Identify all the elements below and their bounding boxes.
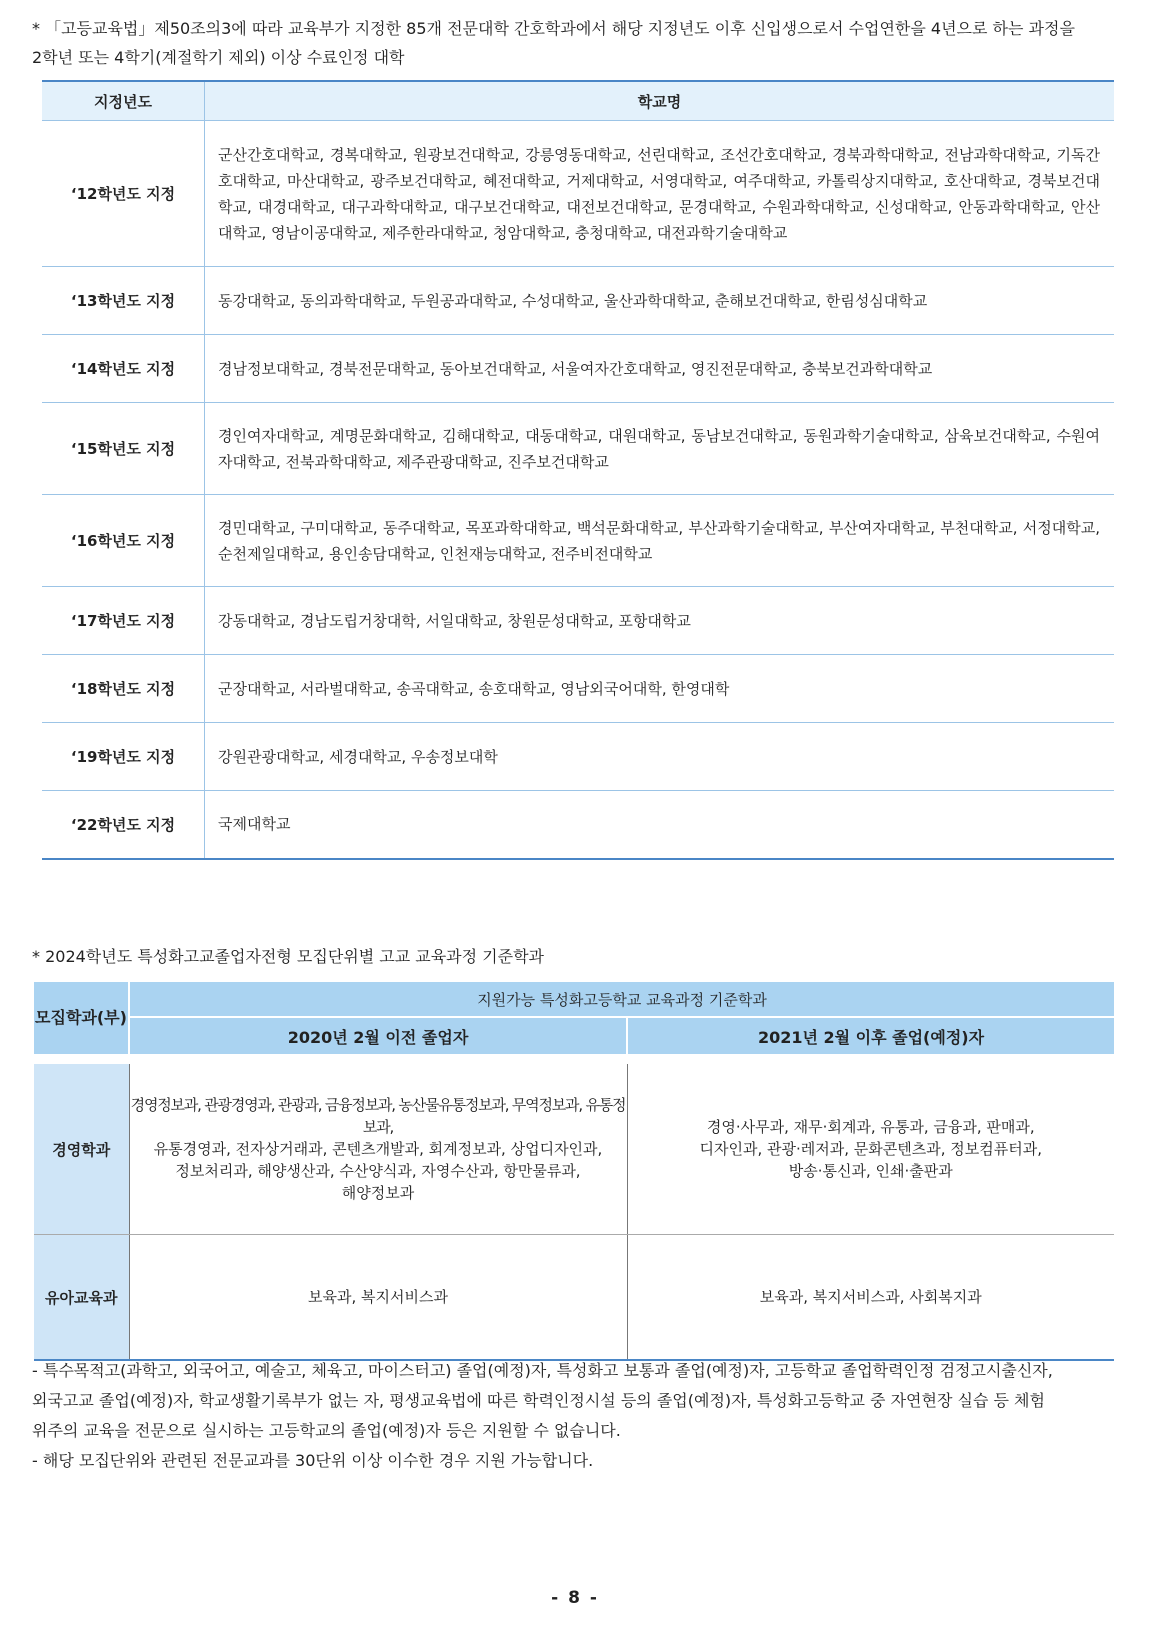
table-row <box>34 1064 1114 1235</box>
row-schools: 경민대학교, 구미대학교, 동주대학교, 목포과학대학교, 백석문화대학교, 부산과학기술대학교, 부산여자대학교, 부천대학교, 서정대학교, 순천제일대학교, 용인송담대학교, 인천재능대학교, 전주비전대학교 <box>205 495 1115 587</box>
before-2020-subjects <box>129 1235 627 1361</box>
subjects-line: 경영정보과, 관광경영과, 관광과, 금융정보과, 농산물유통정보과, 무역정보과, 유통정보과, <box>130 1096 626 1136</box>
table-row <box>42 655 1114 723</box>
note-line: 외국고교 졸업(예정)자, 학교생활기록부가 없는 자, 평생교육법에 따른 학력인정시설 등의 졸업(예정)자, 특성화고등학교 중 자연현장 실습 등 체험 <box>32 1391 1045 1410</box>
row-schools: 경인여자대학교, 계명문화대학교, 김해대학교, 대동대학교, 대원대학교, 동남보건대학교, 동원과학기술대학교, 삼육보건대학교, 수원여자대학교, 전북과학대학교, 제주관광대학교, 진주보건대학교 <box>205 403 1115 495</box>
subjects-line: 보육과, 복지서비스과, 사회복지과 <box>759 1288 982 1306</box>
row-year: ‘14학년도 지정 <box>42 335 205 403</box>
row-year: ‘16학년도 지정 <box>42 495 205 587</box>
subjects-line: 보육과, 복지서비스과 <box>308 1288 448 1306</box>
row-year: ‘15학년도 지정 <box>42 403 205 495</box>
row-year: ‘13학년도 지정 <box>42 267 205 335</box>
row-year: ‘12학년도 지정 <box>42 121 205 267</box>
header-dept: 모집학과(부) <box>34 982 129 1055</box>
subjects-line: 해양정보과 <box>341 1184 415 1202</box>
subjects-line: 유통경영과, 전자상거래과, 콘텐츠개발과, 회계정보과, 상업디자인과, <box>153 1140 603 1158</box>
row-schools: 경남정보대학교, 경북전문대학교, 동아보건대학교, 서울여자간호대학교, 영진전문대학교, 충북보건과학대학교 <box>205 335 1115 403</box>
row-year: ‘22학년도 지정 <box>42 791 205 859</box>
table-row <box>42 403 1114 495</box>
table-row <box>42 723 1114 791</box>
top-note-line2: 2학년 또는 4학기(계절학기 제외) 이상 수료인정 대학 <box>32 48 405 67</box>
note-line: - 특수목적고(과학고, 외국어고, 예술고, 체육고, 마이스터고) 졸업(예정)자, 특성화고 보통과 졸업(예정)자, 고등학교 졸업학력인정 검정고시출신자, <box>32 1361 1053 1380</box>
header-school: 학교명 <box>205 81 1115 121</box>
header-before-2020: 2020년 2월 이전 졸업자 <box>129 1017 627 1055</box>
curriculum-table <box>34 982 1114 1361</box>
spacer-row <box>34 1055 1114 1064</box>
table-row <box>42 335 1114 403</box>
bottom-notes <box>32 1356 1118 1476</box>
top-note-line1: * 「고등교육법」제50조의3에 따라 교육부가 지정한 85개 전문대학 간호학과에서 해당 지정년도 이후 신입생으로서 수업연한을 4년으로 하는 과정을 <box>32 19 1075 38</box>
row-schools: 강원관광대학교, 세경대학교, 우송정보대학 <box>205 723 1115 791</box>
header-after-2021: 2021년 2월 이후 졸업(예정)자 <box>627 1017 1114 1055</box>
after-2021-subjects <box>627 1064 1114 1235</box>
header-main: 지원가능 특성화고등학교 교육과정 기준학과 <box>129 982 1114 1017</box>
table-header-row <box>34 982 1114 1017</box>
table-row <box>34 1235 1114 1361</box>
row-schools: 국제대학교 <box>205 791 1115 859</box>
row-schools: 동강대학교, 동의과학대학교, 두원공과대학교, 수성대학교, 울산과학대학교, 춘해보건대학교, 한림성심대학교 <box>205 267 1115 335</box>
before-2020-subjects <box>129 1064 627 1235</box>
subjects-line: 방송·통신과, 인쇄·출판과 <box>788 1162 953 1180</box>
mid-note: * 2024학년도 특성화고교졸업자전형 모집단위별 고교 교육과정 기준학과 <box>32 947 545 966</box>
row-schools: 강동대학교, 경남도립거창대학, 서일대학교, 창원문성대학교, 포항대학교 <box>205 587 1115 655</box>
note-line: 위주의 교육을 전문으로 실시하는 고등학교의 졸업(예정)자 등은 지원할 수 없습니다. <box>32 1421 621 1440</box>
row-year: ‘19학년도 지정 <box>42 723 205 791</box>
top-note <box>32 14 1122 72</box>
after-2021-subjects <box>627 1235 1114 1361</box>
row-schools: 군산간호대학교, 경복대학교, 원광보건대학교, 강릉영동대학교, 선린대학교, 조선간호대학교, 경북과학대학교, 전남과학대학교, 기독간호대학교, 마산대학교, 광주보건대학교, 혜전대학교, 거제대학교, 서영대학교, 여주대학교, 카톨릭상지대학교, 호산대학교, 경북보건대학교, 대경대학교, 대구과학대학교, 대구보건대학교, 대전보건대학교, 문경대학교, 수원과학대학교, 신성대학교, 안동과학대학교, 안산대학교, 영남이공대학교, 제주한라대학교, 청암대학교, 충청대학교, 대전과학기술대학교 <box>205 121 1115 267</box>
subjects-line: 디자인과, 관광·레저과, 문화콘텐츠과, 정보컴퓨터과, <box>699 1140 1042 1158</box>
dept-name: 유아교육과 <box>34 1235 129 1361</box>
table-row <box>42 121 1114 267</box>
table-subheader-row <box>34 1017 1114 1055</box>
header-year: 지정년도 <box>42 81 205 121</box>
page-number: - 8 - <box>551 1588 599 1608</box>
table-row <box>42 791 1114 859</box>
dept-name: 경영학과 <box>34 1064 129 1235</box>
subjects-line: 경영·사무과, 재무·회계과, 유통과, 금융과, 판매과, <box>706 1118 1035 1136</box>
row-year: ‘18학년도 지정 <box>42 655 205 723</box>
subjects-line: 정보처리과, 해양생산과, 수산양식과, 자영수산과, 항만물류과, <box>175 1162 581 1180</box>
note-line: - 해당 모집단위와 관련된 전문교과를 30단위 이상 이수한 경우 지원 가능합니다. <box>32 1451 594 1470</box>
table-header-row <box>42 81 1114 121</box>
row-year: ‘17학년도 지정 <box>42 587 205 655</box>
table-row <box>42 267 1114 335</box>
nursing-college-table <box>42 80 1114 860</box>
row-schools: 군장대학교, 서라벌대학교, 송곡대학교, 송호대학교, 영남외국어대학, 한영대학 <box>205 655 1115 723</box>
table-row <box>42 495 1114 587</box>
table-row <box>42 587 1114 655</box>
